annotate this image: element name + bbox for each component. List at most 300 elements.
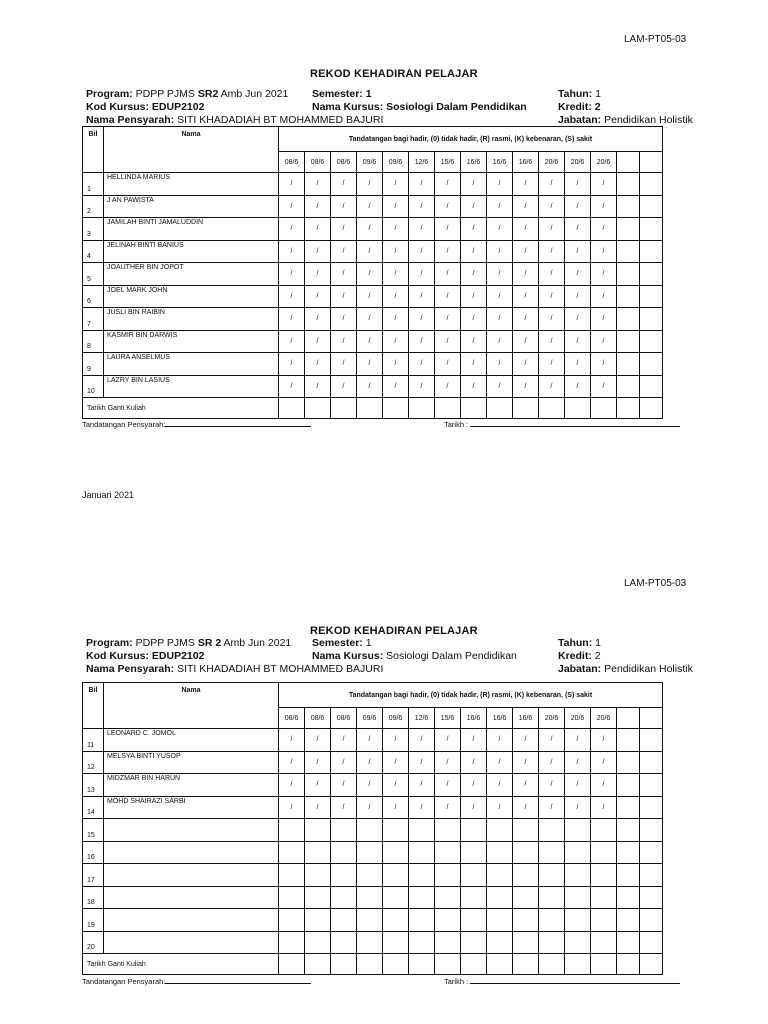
attendance-cell[interactable]: / (305, 330, 331, 353)
attendance-cell[interactable] (331, 864, 357, 887)
make-up-date-cell[interactable] (331, 954, 357, 975)
attendance-cell[interactable] (409, 864, 435, 887)
attendance-cell[interactable] (435, 864, 461, 887)
attendance-cell[interactable]: / (279, 195, 305, 218)
attendance-cell[interactable] (513, 931, 539, 954)
attendance-cell[interactable] (461, 841, 487, 864)
attendance-cell[interactable]: / (513, 218, 539, 241)
attendance-cell[interactable] (640, 195, 663, 218)
make-up-date-cell[interactable] (435, 954, 461, 975)
attendance-cell[interactable] (640, 864, 663, 887)
attendance-cell[interactable]: / (591, 375, 617, 398)
attendance-cell[interactable] (591, 841, 617, 864)
attendance-cell[interactable] (617, 218, 640, 241)
attendance-cell[interactable] (279, 864, 305, 887)
attendance-cell[interactable]: / (383, 308, 409, 331)
make-up-date-cell[interactable] (487, 398, 513, 419)
attendance-cell[interactable]: / (565, 195, 591, 218)
attendance-cell[interactable]: / (383, 285, 409, 308)
attendance-cell[interactable]: / (487, 285, 513, 308)
attendance-cell[interactable] (640, 909, 663, 932)
attendance-cell[interactable] (565, 841, 591, 864)
attendance-cell[interactable] (487, 864, 513, 887)
attendance-cell[interactable]: / (539, 796, 565, 819)
attendance-cell[interactable] (305, 931, 331, 954)
attendance-cell[interactable]: / (435, 263, 461, 286)
attendance-cell[interactable] (617, 909, 640, 932)
attendance-cell[interactable]: / (539, 353, 565, 376)
attendance-cell[interactable]: / (305, 774, 331, 797)
make-up-date-cell[interactable] (513, 954, 539, 975)
attendance-cell[interactable] (565, 909, 591, 932)
attendance-cell[interactable] (331, 841, 357, 864)
attendance-cell[interactable]: / (435, 774, 461, 797)
make-up-date-cell[interactable] (640, 954, 663, 975)
make-up-date-cell[interactable] (591, 954, 617, 975)
make-up-date-cell[interactable] (383, 954, 409, 975)
attendance-cell[interactable]: / (383, 195, 409, 218)
attendance-cell[interactable]: / (409, 330, 435, 353)
attendance-cell[interactable] (565, 931, 591, 954)
attendance-cell[interactable]: / (435, 195, 461, 218)
attendance-cell[interactable] (640, 751, 663, 774)
attendance-cell[interactable] (617, 841, 640, 864)
attendance-cell[interactable]: / (461, 751, 487, 774)
attendance-cell[interactable]: / (487, 330, 513, 353)
attendance-cell[interactable]: / (383, 353, 409, 376)
attendance-cell[interactable]: / (435, 218, 461, 241)
attendance-cell[interactable]: / (591, 330, 617, 353)
attendance-cell[interactable] (640, 308, 663, 331)
attendance-cell[interactable] (640, 886, 663, 909)
attendance-cell[interactable] (617, 796, 640, 819)
attendance-cell[interactable]: / (513, 173, 539, 196)
attendance-cell[interactable]: / (305, 751, 331, 774)
attendance-cell[interactable]: / (383, 751, 409, 774)
attendance-cell[interactable]: / (279, 308, 305, 331)
attendance-cell[interactable]: / (279, 751, 305, 774)
make-up-date-cell[interactable] (435, 398, 461, 419)
attendance-cell[interactable]: / (383, 263, 409, 286)
attendance-cell[interactable]: / (409, 353, 435, 376)
attendance-cell[interactable]: / (591, 263, 617, 286)
attendance-cell[interactable]: / (513, 375, 539, 398)
attendance-cell[interactable]: / (331, 751, 357, 774)
attendance-cell[interactable]: / (487, 173, 513, 196)
attendance-cell[interactable] (539, 886, 565, 909)
attendance-cell[interactable]: / (279, 375, 305, 398)
attendance-cell[interactable] (539, 841, 565, 864)
attendance-cell[interactable]: / (487, 218, 513, 241)
attendance-cell[interactable] (617, 353, 640, 376)
attendance-cell[interactable] (487, 909, 513, 932)
attendance-cell[interactable]: / (331, 308, 357, 331)
attendance-cell[interactable] (331, 931, 357, 954)
attendance-cell[interactable]: / (357, 173, 383, 196)
attendance-cell[interactable]: / (357, 375, 383, 398)
attendance-cell[interactable]: / (435, 729, 461, 752)
attendance-cell[interactable]: / (513, 751, 539, 774)
make-up-date-cell[interactable] (539, 954, 565, 975)
attendance-cell[interactable]: / (357, 729, 383, 752)
attendance-cell[interactable] (617, 285, 640, 308)
attendance-cell[interactable]: / (591, 751, 617, 774)
attendance-cell[interactable] (640, 796, 663, 819)
attendance-cell[interactable] (617, 263, 640, 286)
attendance-cell[interactable]: / (279, 729, 305, 752)
attendance-cell[interactable]: / (487, 796, 513, 819)
attendance-cell[interactable]: / (357, 240, 383, 263)
attendance-cell[interactable]: / (331, 173, 357, 196)
signature-line[interactable] (165, 983, 311, 984)
attendance-cell[interactable] (383, 819, 409, 842)
attendance-cell[interactable] (435, 819, 461, 842)
attendance-cell[interactable] (357, 841, 383, 864)
attendance-cell[interactable]: / (565, 330, 591, 353)
attendance-cell[interactable]: / (487, 353, 513, 376)
attendance-cell[interactable] (435, 841, 461, 864)
attendance-cell[interactable]: / (487, 729, 513, 752)
attendance-cell[interactable] (435, 886, 461, 909)
make-up-date-cell[interactable] (591, 398, 617, 419)
make-up-date-cell[interactable] (565, 954, 591, 975)
attendance-cell[interactable]: / (331, 796, 357, 819)
attendance-cell[interactable] (357, 864, 383, 887)
attendance-cell[interactable] (357, 931, 383, 954)
attendance-cell[interactable]: / (409, 195, 435, 218)
attendance-cell[interactable]: / (565, 796, 591, 819)
attendance-cell[interactable]: / (539, 774, 565, 797)
attendance-cell[interactable]: / (461, 308, 487, 331)
attendance-cell[interactable]: / (513, 240, 539, 263)
attendance-cell[interactable]: / (383, 330, 409, 353)
attendance-cell[interactable]: / (305, 729, 331, 752)
attendance-cell[interactable] (357, 819, 383, 842)
attendance-cell[interactable] (617, 195, 640, 218)
attendance-cell[interactable]: / (409, 173, 435, 196)
attendance-cell[interactable] (383, 886, 409, 909)
attendance-cell[interactable] (383, 864, 409, 887)
attendance-cell[interactable]: / (565, 173, 591, 196)
attendance-cell[interactable] (539, 864, 565, 887)
make-up-date-cell[interactable] (461, 954, 487, 975)
attendance-cell[interactable]: / (357, 308, 383, 331)
attendance-cell[interactable] (640, 240, 663, 263)
attendance-cell[interactable] (513, 909, 539, 932)
attendance-cell[interactable] (539, 819, 565, 842)
attendance-cell[interactable] (617, 729, 640, 752)
attendance-cell[interactable]: / (591, 796, 617, 819)
attendance-cell[interactable]: / (331, 330, 357, 353)
attendance-cell[interactable] (539, 931, 565, 954)
attendance-cell[interactable]: / (305, 240, 331, 263)
make-up-date-cell[interactable] (279, 954, 305, 975)
attendance-cell[interactable] (487, 931, 513, 954)
attendance-cell[interactable]: / (383, 729, 409, 752)
attendance-cell[interactable]: / (461, 375, 487, 398)
attendance-cell[interactable] (279, 841, 305, 864)
attendance-cell[interactable]: / (565, 240, 591, 263)
attendance-cell[interactable] (461, 909, 487, 932)
attendance-cell[interactable]: / (539, 218, 565, 241)
attendance-cell[interactable]: / (357, 353, 383, 376)
make-up-date-cell[interactable] (409, 398, 435, 419)
attendance-cell[interactable] (409, 819, 435, 842)
attendance-cell[interactable] (513, 886, 539, 909)
attendance-cell[interactable] (617, 886, 640, 909)
attendance-cell[interactable] (461, 864, 487, 887)
attendance-cell[interactable]: / (435, 751, 461, 774)
attendance-cell[interactable] (591, 909, 617, 932)
attendance-cell[interactable] (640, 729, 663, 752)
make-up-date-cell[interactable] (617, 954, 640, 975)
attendance-cell[interactable] (461, 819, 487, 842)
date-line[interactable] (470, 983, 680, 984)
attendance-cell[interactable]: / (279, 285, 305, 308)
attendance-cell[interactable] (435, 909, 461, 932)
attendance-cell[interactable] (617, 240, 640, 263)
attendance-cell[interactable] (487, 841, 513, 864)
attendance-cell[interactable]: / (461, 774, 487, 797)
attendance-cell[interactable] (617, 375, 640, 398)
make-up-date-cell[interactable] (305, 954, 331, 975)
make-up-date-cell[interactable] (357, 954, 383, 975)
attendance-cell[interactable] (331, 886, 357, 909)
attendance-cell[interactable]: / (331, 729, 357, 752)
attendance-cell[interactable]: / (357, 263, 383, 286)
attendance-cell[interactable] (539, 909, 565, 932)
attendance-cell[interactable]: / (383, 218, 409, 241)
make-up-date-cell[interactable] (513, 398, 539, 419)
make-up-date-cell[interactable] (305, 398, 331, 419)
attendance-cell[interactable]: / (487, 195, 513, 218)
attendance-cell[interactable]: / (305, 263, 331, 286)
attendance-cell[interactable]: / (461, 796, 487, 819)
attendance-cell[interactable] (617, 931, 640, 954)
attendance-cell[interactable]: / (409, 774, 435, 797)
attendance-cell[interactable]: / (565, 263, 591, 286)
attendance-cell[interactable]: / (565, 353, 591, 376)
attendance-cell[interactable] (305, 909, 331, 932)
attendance-cell[interactable]: / (409, 218, 435, 241)
make-up-date-cell[interactable] (539, 398, 565, 419)
attendance-cell[interactable]: / (279, 218, 305, 241)
attendance-cell[interactable] (279, 886, 305, 909)
attendance-cell[interactable]: / (357, 330, 383, 353)
attendance-cell[interactable]: / (305, 796, 331, 819)
attendance-cell[interactable]: / (409, 375, 435, 398)
attendance-cell[interactable]: / (591, 308, 617, 331)
attendance-cell[interactable] (331, 909, 357, 932)
attendance-cell[interactable]: / (591, 240, 617, 263)
attendance-cell[interactable] (617, 864, 640, 887)
attendance-cell[interactable] (279, 909, 305, 932)
attendance-cell[interactable]: / (591, 774, 617, 797)
make-up-date-cell[interactable] (487, 954, 513, 975)
attendance-cell[interactable]: / (357, 195, 383, 218)
attendance-cell[interactable] (461, 931, 487, 954)
attendance-cell[interactable]: / (539, 751, 565, 774)
make-up-date-cell[interactable] (461, 398, 487, 419)
attendance-cell[interactable]: / (331, 353, 357, 376)
attendance-cell[interactable]: / (539, 285, 565, 308)
attendance-cell[interactable]: / (409, 240, 435, 263)
attendance-cell[interactable]: / (305, 308, 331, 331)
attendance-cell[interactable]: / (539, 195, 565, 218)
attendance-cell[interactable]: / (305, 353, 331, 376)
attendance-cell[interactable]: / (435, 173, 461, 196)
attendance-cell[interactable] (640, 774, 663, 797)
attendance-cell[interactable] (383, 909, 409, 932)
make-up-date-cell[interactable] (331, 398, 357, 419)
attendance-cell[interactable]: / (305, 218, 331, 241)
attendance-cell[interactable] (640, 375, 663, 398)
attendance-cell[interactable]: / (331, 218, 357, 241)
attendance-cell[interactable] (617, 330, 640, 353)
attendance-cell[interactable]: / (513, 263, 539, 286)
make-up-date-cell[interactable] (640, 398, 663, 419)
attendance-cell[interactable] (409, 909, 435, 932)
attendance-cell[interactable]: / (461, 218, 487, 241)
attendance-cell[interactable] (565, 864, 591, 887)
attendance-cell[interactable] (565, 886, 591, 909)
attendance-cell[interactable]: / (591, 173, 617, 196)
attendance-cell[interactable]: / (305, 173, 331, 196)
attendance-cell[interactable]: / (279, 774, 305, 797)
attendance-cell[interactable]: / (539, 173, 565, 196)
attendance-cell[interactable] (305, 864, 331, 887)
attendance-cell[interactable]: / (487, 263, 513, 286)
attendance-cell[interactable]: / (565, 729, 591, 752)
attendance-cell[interactable]: / (331, 240, 357, 263)
attendance-cell[interactable]: / (331, 285, 357, 308)
attendance-cell[interactable]: / (565, 751, 591, 774)
attendance-cell[interactable] (279, 931, 305, 954)
attendance-cell[interactable]: / (513, 796, 539, 819)
attendance-cell[interactable]: / (461, 173, 487, 196)
attendance-cell[interactable] (640, 263, 663, 286)
attendance-cell[interactable] (357, 886, 383, 909)
attendance-cell[interactable]: / (357, 218, 383, 241)
attendance-cell[interactable]: / (539, 263, 565, 286)
attendance-cell[interactable] (591, 931, 617, 954)
attendance-cell[interactable]: / (539, 375, 565, 398)
attendance-cell[interactable]: / (409, 751, 435, 774)
attendance-cell[interactable]: / (435, 353, 461, 376)
attendance-cell[interactable] (487, 819, 513, 842)
attendance-cell[interactable]: / (513, 353, 539, 376)
attendance-cell[interactable] (617, 173, 640, 196)
attendance-cell[interactable]: / (461, 285, 487, 308)
attendance-cell[interactable] (409, 931, 435, 954)
attendance-cell[interactable]: / (461, 729, 487, 752)
attendance-cell[interactable] (305, 841, 331, 864)
attendance-cell[interactable]: / (409, 729, 435, 752)
attendance-cell[interactable] (513, 841, 539, 864)
attendance-cell[interactable]: / (539, 240, 565, 263)
attendance-cell[interactable]: / (565, 218, 591, 241)
attendance-cell[interactable]: / (591, 195, 617, 218)
attendance-cell[interactable] (640, 218, 663, 241)
attendance-cell[interactable] (640, 330, 663, 353)
attendance-cell[interactable]: / (331, 375, 357, 398)
attendance-cell[interactable]: / (279, 353, 305, 376)
attendance-cell[interactable]: / (357, 774, 383, 797)
attendance-cell[interactable]: / (461, 330, 487, 353)
attendance-cell[interactable]: / (461, 195, 487, 218)
make-up-date-cell[interactable] (565, 398, 591, 419)
attendance-cell[interactable]: / (279, 263, 305, 286)
attendance-cell[interactable]: / (487, 774, 513, 797)
attendance-cell[interactable]: / (331, 774, 357, 797)
make-up-date-cell[interactable] (357, 398, 383, 419)
attendance-cell[interactable] (487, 886, 513, 909)
attendance-cell[interactable]: / (513, 774, 539, 797)
attendance-cell[interactable]: / (435, 375, 461, 398)
make-up-date-cell[interactable] (279, 398, 305, 419)
attendance-cell[interactable]: / (279, 173, 305, 196)
attendance-cell[interactable]: / (305, 375, 331, 398)
attendance-cell[interactable]: / (461, 263, 487, 286)
attendance-cell[interactable] (640, 353, 663, 376)
attendance-cell[interactable]: / (565, 308, 591, 331)
attendance-cell[interactable] (640, 285, 663, 308)
attendance-cell[interactable]: / (331, 263, 357, 286)
attendance-cell[interactable]: / (539, 330, 565, 353)
attendance-cell[interactable]: / (383, 774, 409, 797)
attendance-cell[interactable] (640, 173, 663, 196)
attendance-cell[interactable]: / (409, 796, 435, 819)
attendance-cell[interactable]: / (357, 285, 383, 308)
attendance-cell[interactable] (279, 819, 305, 842)
attendance-cell[interactable]: / (565, 774, 591, 797)
attendance-cell[interactable]: / (435, 796, 461, 819)
attendance-cell[interactable]: / (305, 195, 331, 218)
attendance-cell[interactable]: / (487, 751, 513, 774)
attendance-cell[interactable] (591, 886, 617, 909)
attendance-cell[interactable]: / (487, 375, 513, 398)
attendance-cell[interactable]: / (383, 173, 409, 196)
attendance-cell[interactable]: / (513, 729, 539, 752)
attendance-cell[interactable]: / (591, 218, 617, 241)
attendance-cell[interactable]: / (435, 308, 461, 331)
attendance-cell[interactable] (305, 886, 331, 909)
attendance-cell[interactable]: / (591, 729, 617, 752)
attendance-cell[interactable] (617, 819, 640, 842)
attendance-cell[interactable]: / (539, 729, 565, 752)
attendance-cell[interactable] (591, 864, 617, 887)
attendance-cell[interactable] (513, 864, 539, 887)
attendance-cell[interactable]: / (409, 263, 435, 286)
attendance-cell[interactable]: / (409, 285, 435, 308)
attendance-cell[interactable]: / (383, 240, 409, 263)
attendance-cell[interactable] (640, 841, 663, 864)
attendance-cell[interactable]: / (513, 308, 539, 331)
signature-line[interactable] (165, 426, 311, 427)
date-line[interactable] (470, 426, 680, 427)
attendance-cell[interactable] (513, 819, 539, 842)
attendance-cell[interactable] (409, 841, 435, 864)
attendance-cell[interactable]: / (461, 353, 487, 376)
attendance-cell[interactable] (617, 774, 640, 797)
attendance-cell[interactable] (305, 819, 331, 842)
attendance-cell[interactable]: / (435, 330, 461, 353)
make-up-date-cell[interactable] (383, 398, 409, 419)
attendance-cell[interactable]: / (435, 240, 461, 263)
attendance-cell[interactable] (617, 751, 640, 774)
attendance-cell[interactable] (617, 308, 640, 331)
make-up-date-cell[interactable] (409, 954, 435, 975)
